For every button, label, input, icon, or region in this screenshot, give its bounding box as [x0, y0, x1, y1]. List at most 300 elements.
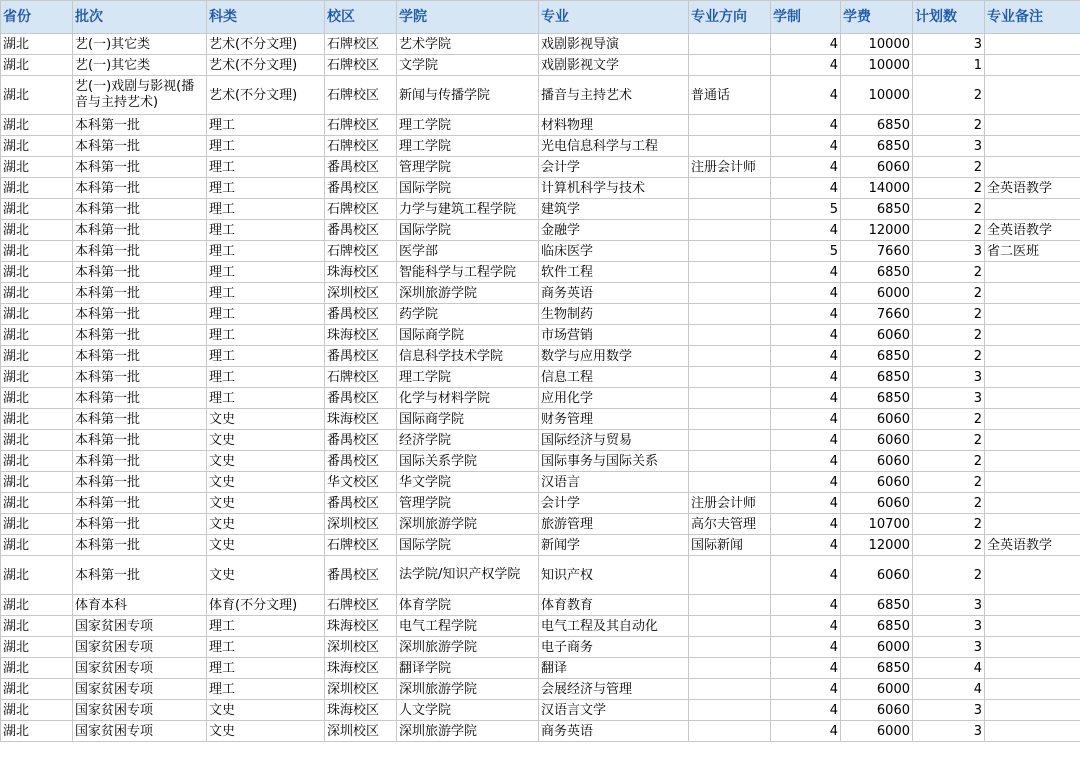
cell-duration: 4	[771, 304, 841, 325]
cell-category: 理工	[207, 241, 325, 262]
cell-major: 知识产权	[539, 556, 689, 595]
cell-campus: 石牌校区	[325, 367, 397, 388]
cell-remarks	[985, 346, 1080, 367]
cell-quota: 3	[913, 34, 985, 55]
cell-province: 湖北	[1, 451, 73, 472]
cell-category: 艺术(不分文理)	[207, 76, 325, 115]
cell-direction: 普通话	[689, 76, 771, 115]
cell-direction	[689, 220, 771, 241]
cell-campus: 番禺校区	[325, 220, 397, 241]
cell-tuition: 6060	[841, 409, 913, 430]
cell-province: 湖北	[1, 637, 73, 658]
header-campus: 校区	[325, 1, 397, 34]
cell-category: 理工	[207, 637, 325, 658]
header-major: 专业	[539, 1, 689, 34]
cell-category: 文史	[207, 535, 325, 556]
cell-duration: 4	[771, 55, 841, 76]
cell-remarks	[985, 595, 1080, 616]
cell-campus: 番禺校区	[325, 178, 397, 199]
cell-province: 湖北	[1, 55, 73, 76]
cell-batch: 国家贫困专项	[73, 637, 207, 658]
cell-quota: 3	[913, 388, 985, 409]
cell-college: 经济学院	[397, 430, 539, 451]
cell-batch: 本科第一批	[73, 346, 207, 367]
cell-remarks: 全英语教学	[985, 178, 1080, 199]
cell-duration: 4	[771, 493, 841, 514]
cell-province: 湖北	[1, 262, 73, 283]
cell-batch: 本科第一批	[73, 367, 207, 388]
cell-duration: 5	[771, 199, 841, 220]
cell-quota: 3	[913, 367, 985, 388]
table-row	[1, 115, 1080, 136]
cell-quota: 2	[913, 514, 985, 535]
cell-college: 理工学院	[397, 115, 539, 136]
cell-category: 理工	[207, 346, 325, 367]
cell-category: 理工	[207, 178, 325, 199]
cell-province: 湖北	[1, 76, 73, 115]
cell-major: 生物制药	[539, 304, 689, 325]
cell-direction	[689, 367, 771, 388]
cell-campus: 番禺校区	[325, 451, 397, 472]
cell-major: 电气工程及其自动化	[539, 616, 689, 637]
cell-quota: 3	[913, 721, 985, 742]
cell-province: 湖北	[1, 700, 73, 721]
cell-category: 理工	[207, 136, 325, 157]
cell-category: 文史	[207, 493, 325, 514]
cell-remarks	[985, 472, 1080, 493]
cell-tuition: 12000	[841, 535, 913, 556]
cell-duration: 5	[771, 241, 841, 262]
cell-college: 新闻与传播学院	[397, 76, 539, 115]
table-row	[1, 472, 1080, 493]
cell-quota: 2	[913, 493, 985, 514]
cell-tuition: 6060	[841, 430, 913, 451]
cell-direction: 国际新闻	[689, 535, 771, 556]
cell-category: 理工	[207, 616, 325, 637]
cell-major: 材料物理	[539, 115, 689, 136]
cell-remarks	[985, 136, 1080, 157]
cell-tuition: 6060	[841, 472, 913, 493]
cell-duration: 4	[771, 637, 841, 658]
table-row	[1, 658, 1080, 679]
cell-batch: 本科第一批	[73, 472, 207, 493]
cell-duration: 4	[771, 367, 841, 388]
cell-province: 湖北	[1, 472, 73, 493]
cell-tuition: 6850	[841, 616, 913, 637]
cell-duration: 4	[771, 76, 841, 115]
cell-tuition: 10000	[841, 55, 913, 76]
cell-college: 艺术学院	[397, 34, 539, 55]
cell-major: 旅游管理	[539, 514, 689, 535]
cell-category: 理工	[207, 157, 325, 178]
cell-province: 湖北	[1, 115, 73, 136]
cell-tuition: 6850	[841, 262, 913, 283]
cell-campus: 深圳校区	[325, 514, 397, 535]
cell-major: 市场营销	[539, 325, 689, 346]
cell-remarks	[985, 55, 1080, 76]
cell-direction	[689, 409, 771, 430]
cell-major: 新闻学	[539, 535, 689, 556]
cell-major: 光电信息科学与工程	[539, 136, 689, 157]
cell-quota: 1	[913, 55, 985, 76]
cell-tuition: 10000	[841, 34, 913, 55]
cell-campus: 石牌校区	[325, 115, 397, 136]
cell-batch: 艺(一)其它类	[73, 55, 207, 76]
cell-college: 智能科学与工程学院	[397, 262, 539, 283]
cell-province: 湖北	[1, 283, 73, 304]
cell-major: 汉语言文学	[539, 700, 689, 721]
cell-college: 化学与材料学院	[397, 388, 539, 409]
cell-major: 建筑学	[539, 199, 689, 220]
table-row	[1, 679, 1080, 700]
cell-direction	[689, 115, 771, 136]
cell-major: 国际经济与贸易	[539, 430, 689, 451]
cell-duration: 4	[771, 346, 841, 367]
cell-direction	[689, 55, 771, 76]
cell-duration: 4	[771, 679, 841, 700]
cell-campus: 深圳校区	[325, 721, 397, 742]
cell-remarks	[985, 115, 1080, 136]
cell-college: 深圳旅游学院	[397, 637, 539, 658]
cell-campus: 珠海校区	[325, 409, 397, 430]
cell-batch: 本科第一批	[73, 241, 207, 262]
table-row	[1, 241, 1080, 262]
cell-category: 文史	[207, 721, 325, 742]
table-row	[1, 367, 1080, 388]
cell-duration: 4	[771, 535, 841, 556]
cell-major: 应用化学	[539, 388, 689, 409]
cell-duration: 4	[771, 616, 841, 637]
cell-major: 国际事务与国际关系	[539, 451, 689, 472]
cell-remarks	[985, 493, 1080, 514]
cell-remarks	[985, 262, 1080, 283]
cell-duration: 4	[771, 325, 841, 346]
cell-college: 理工学院	[397, 136, 539, 157]
cell-major: 戏剧影视文学	[539, 55, 689, 76]
header-tuition: 学费	[841, 1, 913, 34]
cell-quota: 2	[913, 556, 985, 595]
cell-remarks: 全英语教学	[985, 220, 1080, 241]
cell-tuition: 7660	[841, 304, 913, 325]
header-quota: 计划数	[913, 1, 985, 34]
cell-quota: 2	[913, 178, 985, 199]
cell-batch: 本科第一批	[73, 409, 207, 430]
cell-campus: 珠海校区	[325, 616, 397, 637]
cell-batch: 国家贫困专项	[73, 658, 207, 679]
cell-college: 力学与建筑工程学院	[397, 199, 539, 220]
cell-category: 体育(不分文理)	[207, 595, 325, 616]
header-direction: 专业方向	[689, 1, 771, 34]
cell-batch: 本科第一批	[73, 388, 207, 409]
cell-duration: 4	[771, 472, 841, 493]
cell-batch: 体育本科	[73, 595, 207, 616]
table-row	[1, 616, 1080, 637]
cell-province: 湖北	[1, 388, 73, 409]
cell-direction	[689, 199, 771, 220]
cell-category: 理工	[207, 325, 325, 346]
cell-quota: 2	[913, 472, 985, 493]
cell-remarks	[985, 451, 1080, 472]
table-row	[1, 325, 1080, 346]
cell-direction	[689, 700, 771, 721]
cell-remarks	[985, 700, 1080, 721]
cell-tuition: 6000	[841, 721, 913, 742]
cell-remarks	[985, 283, 1080, 304]
cell-quota: 3	[913, 136, 985, 157]
cell-tuition: 6060	[841, 556, 913, 595]
cell-major: 体育教育	[539, 595, 689, 616]
cell-campus: 华文校区	[325, 472, 397, 493]
cell-duration: 4	[771, 721, 841, 742]
cell-batch: 本科第一批	[73, 283, 207, 304]
table-row	[1, 700, 1080, 721]
table-row	[1, 34, 1080, 55]
cell-quota: 3	[913, 616, 985, 637]
cell-duration: 4	[771, 388, 841, 409]
cell-direction	[689, 178, 771, 199]
table-row	[1, 157, 1080, 178]
cell-direction	[689, 34, 771, 55]
cell-tuition: 6060	[841, 700, 913, 721]
cell-category: 理工	[207, 115, 325, 136]
table-row	[1, 409, 1080, 430]
cell-remarks	[985, 721, 1080, 742]
cell-tuition: 6060	[841, 157, 913, 178]
cell-major: 信息工程	[539, 367, 689, 388]
cell-quota: 2	[913, 325, 985, 346]
cell-province: 湖北	[1, 241, 73, 262]
cell-direction	[689, 136, 771, 157]
cell-college: 深圳旅游学院	[397, 721, 539, 742]
header-batch: 批次	[73, 1, 207, 34]
cell-campus: 番禺校区	[325, 157, 397, 178]
cell-college: 文学院	[397, 55, 539, 76]
cell-province: 湖北	[1, 325, 73, 346]
table-body	[1, 34, 1080, 742]
cell-province: 湖北	[1, 220, 73, 241]
cell-college: 电气工程学院	[397, 616, 539, 637]
cell-campus: 番禺校区	[325, 493, 397, 514]
table-row	[1, 283, 1080, 304]
cell-quota: 2	[913, 451, 985, 472]
cell-direction	[689, 241, 771, 262]
cell-category: 艺术(不分文理)	[207, 34, 325, 55]
cell-tuition: 10700	[841, 514, 913, 535]
cell-province: 湖北	[1, 535, 73, 556]
cell-direction	[689, 451, 771, 472]
cell-major: 会计学	[539, 157, 689, 178]
table-row	[1, 346, 1080, 367]
cell-tuition: 6850	[841, 658, 913, 679]
cell-remarks	[985, 367, 1080, 388]
cell-direction	[689, 595, 771, 616]
cell-campus: 珠海校区	[325, 658, 397, 679]
cell-major: 计算机科学与技术	[539, 178, 689, 199]
cell-tuition: 6850	[841, 136, 913, 157]
cell-duration: 4	[771, 556, 841, 595]
cell-batch: 本科第一批	[73, 262, 207, 283]
cell-college: 理工学院	[397, 367, 539, 388]
cell-quota: 2	[913, 409, 985, 430]
cell-campus: 石牌校区	[325, 595, 397, 616]
cell-remarks	[985, 514, 1080, 535]
cell-tuition: 10000	[841, 76, 913, 115]
cell-campus: 番禺校区	[325, 388, 397, 409]
cell-college: 药学院	[397, 304, 539, 325]
cell-province: 湖北	[1, 304, 73, 325]
cell-tuition: 12000	[841, 220, 913, 241]
cell-quota: 2	[913, 76, 985, 115]
cell-province: 湖北	[1, 679, 73, 700]
cell-direction	[689, 262, 771, 283]
cell-college: 深圳旅游学院	[397, 679, 539, 700]
cell-duration: 4	[771, 178, 841, 199]
cell-campus: 深圳校区	[325, 679, 397, 700]
cell-major: 数学与应用数学	[539, 346, 689, 367]
cell-quota: 2	[913, 115, 985, 136]
cell-campus: 珠海校区	[325, 700, 397, 721]
cell-category: 理工	[207, 658, 325, 679]
cell-tuition: 6000	[841, 679, 913, 700]
cell-college: 翻译学院	[397, 658, 539, 679]
cell-campus: 番禺校区	[325, 346, 397, 367]
cell-duration: 4	[771, 514, 841, 535]
header-row	[1, 1, 1080, 34]
header-college: 学院	[397, 1, 539, 34]
cell-college: 国际商学院	[397, 409, 539, 430]
cell-tuition: 6060	[841, 493, 913, 514]
table-row	[1, 136, 1080, 157]
cell-duration: 4	[771, 262, 841, 283]
table-row	[1, 199, 1080, 220]
cell-direction: 注册会计师	[689, 157, 771, 178]
cell-batch: 本科第一批	[73, 157, 207, 178]
cell-quota: 3	[913, 637, 985, 658]
cell-college: 医学部	[397, 241, 539, 262]
cell-tuition: 6850	[841, 388, 913, 409]
cell-batch: 本科第一批	[73, 199, 207, 220]
cell-major: 播音与主持艺术	[539, 76, 689, 115]
cell-batch: 本科第一批	[73, 220, 207, 241]
cell-duration: 4	[771, 115, 841, 136]
cell-batch: 艺(一)其它类	[73, 34, 207, 55]
cell-remarks	[985, 388, 1080, 409]
cell-duration: 4	[771, 283, 841, 304]
cell-province: 湖北	[1, 157, 73, 178]
cell-duration: 4	[771, 409, 841, 430]
cell-college: 信息科学技术学院	[397, 346, 539, 367]
cell-category: 文史	[207, 700, 325, 721]
cell-major: 会计学	[539, 493, 689, 514]
cell-batch: 本科第一批	[73, 493, 207, 514]
cell-tuition: 7660	[841, 241, 913, 262]
cell-campus: 深圳校区	[325, 637, 397, 658]
cell-remarks	[985, 409, 1080, 430]
cell-major: 汉语言	[539, 472, 689, 493]
cell-college: 国际商学院	[397, 325, 539, 346]
cell-campus: 珠海校区	[325, 325, 397, 346]
cell-batch: 本科第一批	[73, 430, 207, 451]
cell-remarks	[985, 637, 1080, 658]
cell-remarks: 省二医班	[985, 241, 1080, 262]
cell-quota: 2	[913, 535, 985, 556]
cell-major: 金融学	[539, 220, 689, 241]
cell-quota: 2	[913, 157, 985, 178]
cell-category: 文史	[207, 430, 325, 451]
cell-province: 湖北	[1, 658, 73, 679]
cell-remarks	[985, 157, 1080, 178]
cell-duration: 4	[771, 430, 841, 451]
cell-quota: 3	[913, 700, 985, 721]
cell-campus: 深圳校区	[325, 283, 397, 304]
cell-tuition: 6060	[841, 451, 913, 472]
cell-category: 理工	[207, 304, 325, 325]
cell-tuition: 6060	[841, 325, 913, 346]
cell-remarks	[985, 325, 1080, 346]
cell-campus: 石牌校区	[325, 136, 397, 157]
cell-duration: 4	[771, 34, 841, 55]
cell-college: 管理学院	[397, 157, 539, 178]
cell-direction	[689, 637, 771, 658]
cell-campus: 石牌校区	[325, 76, 397, 115]
cell-campus: 石牌校区	[325, 199, 397, 220]
cell-major: 软件工程	[539, 262, 689, 283]
cell-campus: 石牌校区	[325, 55, 397, 76]
cell-duration: 4	[771, 136, 841, 157]
cell-quota: 4	[913, 658, 985, 679]
cell-quota: 2	[913, 304, 985, 325]
cell-direction: 高尔夫管理	[689, 514, 771, 535]
cell-batch: 国家贫困专项	[73, 679, 207, 700]
cell-category: 文史	[207, 556, 325, 595]
cell-tuition: 6850	[841, 595, 913, 616]
cell-college: 深圳旅游学院	[397, 283, 539, 304]
cell-tuition: 14000	[841, 178, 913, 199]
cell-batch: 本科第一批	[73, 451, 207, 472]
table-row	[1, 595, 1080, 616]
cell-duration: 4	[771, 220, 841, 241]
cell-direction	[689, 430, 771, 451]
cell-major: 翻译	[539, 658, 689, 679]
cell-campus: 石牌校区	[325, 241, 397, 262]
cell-province: 湖北	[1, 556, 73, 595]
cell-college: 人文学院	[397, 700, 539, 721]
cell-direction	[689, 346, 771, 367]
cell-batch: 本科第一批	[73, 178, 207, 199]
cell-quota: 2	[913, 283, 985, 304]
cell-remarks	[985, 76, 1080, 115]
cell-tuition: 6000	[841, 637, 913, 658]
table-row	[1, 556, 1080, 595]
cell-remarks	[985, 304, 1080, 325]
cell-province: 湖北	[1, 493, 73, 514]
cell-direction	[689, 283, 771, 304]
cell-college: 国际学院	[397, 535, 539, 556]
header-province: 省份	[1, 1, 73, 34]
cell-category: 理工	[207, 199, 325, 220]
cell-category: 理工	[207, 367, 325, 388]
cell-tuition: 6000	[841, 283, 913, 304]
table-row	[1, 430, 1080, 451]
cell-province: 湖北	[1, 430, 73, 451]
table-row	[1, 304, 1080, 325]
cell-batch: 本科第一批	[73, 115, 207, 136]
cell-batch: 艺(一)戏剧与影视(播音与主持艺术)	[73, 76, 207, 115]
cell-college: 体育学院	[397, 595, 539, 616]
cell-direction	[689, 679, 771, 700]
cell-quota: 2	[913, 262, 985, 283]
cell-province: 湖北	[1, 136, 73, 157]
